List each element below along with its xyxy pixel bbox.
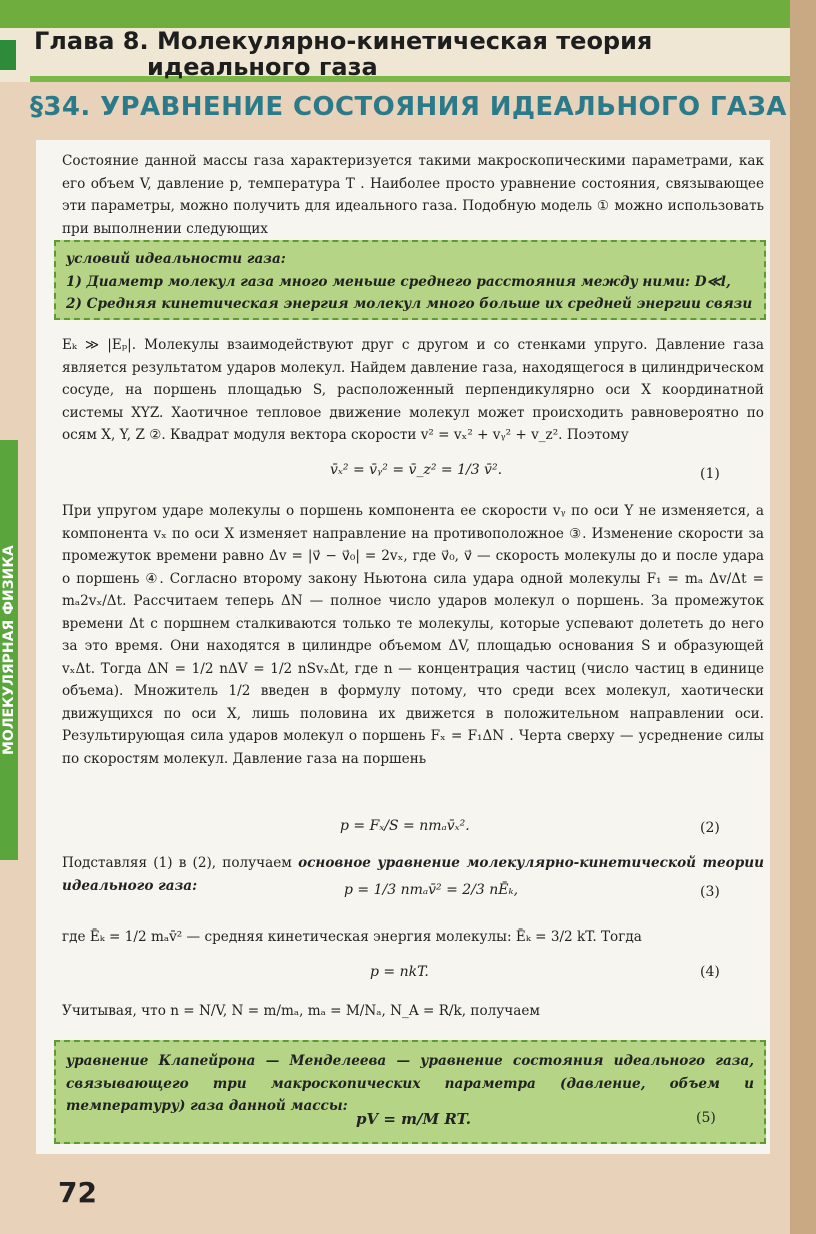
page-edge-shadow [790,0,816,1234]
pressure-derivation-paragraph [62,334,764,447]
substitution-paragraph [62,1000,764,1023]
collision-text: При упругом ударе молекулы о поршень компонента ее скорости vᵧ по оси Y не изменяется, а компонента vₓ по оси X изменяет направление на противоположное ③. Изменение скорости за промежуток времени равно Δv = |v⃗ − v⃗₀| = 2vₓ, где v⃗₀, v⃗ — скорость молекулы до и после удара о поршень ④. Согласно второму закону Ньютона сила удара одной молекулы F₁ = mₐ Δv/Δt = mₐ2vₓ/Δt. Рассчитаем теперь ΔN — полное число ударов молекул о поршень. За промежуток времени Δt с поршнем сталкиваются только те молекулы, которые успевают долететь до него за это время. Они находятся в цилиндре объемом ΔV, площадью основания S и образующей vₓΔt. Тогда ΔN = 1/2 nΔV = 1/2 nSvₓΔt, где n — концентрация частиц (число частиц в единице объема). Множитель 1/2 введен в формулу потому, что среди всех молекул, хаотически движущихся по оси X, лишь половина их движется в положительном направлении оси. Результирующая сила ударов молекул о поршень Fₓ = F₁ΔN . Черта сверху — усреднение силы по скоростям молекул. Давление газа на поршень [62,503,764,767]
section-title: §34. УРАВНЕНИЕ СОСТОЯНИЯ ИДЕАЛЬНОГО ГАЗА [30,92,787,122]
ideality-conditions-box [54,240,766,320]
ideality-condition-1: 1) Диаметр молекул газа много меньше среднего расстояния между ними: D≪l, [66,273,731,290]
clapeyron-mendeleev-box [54,1040,766,1144]
chapter-title-line2: идеального газа [147,53,378,81]
equation-4-number: (4) [700,964,720,980]
mkt-lead-text: Подставляя (1) в (2), получаем [62,855,292,871]
equation-2: p = Fₓ/S = nmₐv̄ₓ². [340,818,470,834]
ideality-conditions-title: условий идеальности газа: [66,251,286,267]
equation-1: v̄ₓ² = v̄ᵧ² = v̄_z² = 1/3 v̄². [330,462,503,478]
clapeyron-mendeleev-formula: pV = m/M RT. [356,1110,471,1128]
chapter-title [34,28,652,80]
mkt-term: основное уравнение молекулярно-кинетической теории идеального газа: [62,855,764,894]
ideality-condition-2: 2) Средняя кинетическая энергия молекул много больше их средней энергии связи [66,296,753,312]
equation-1-number: (1) [700,466,720,482]
kinetic-energy-paragraph [62,926,764,949]
intro-text: Состояние данной массы газа характеризуется такими макроскопическими параметрами, как его объем V, давление p, температура T . Наиболее просто уравнение состояния, связывающее эти параметры, можно получить для идеального газа. Подобную модель ① можно использовать при выполнении следующих [62,153,764,237]
chapter-title-line1: Глава 8. Молекулярно-кинетическая теория [34,27,653,55]
equation-2-number: (2) [700,820,720,836]
equation-3-number: (3) [700,884,720,900]
subject-sidebar: МОЛЕКУЛЯРНАЯ ФИЗИКА [0,440,18,860]
pressure-derivation-text: Eₖ ≫ |Eₚ|. Молекулы взаимодействуют друг с другом и со стенками упруго. Давление газа является результатом ударов молекул. Найдем давление газа, находящегося в цилиндрическом сосуде, на поршень площадью S, расположенный перпендикулярно оси X координатной системы XYZ. Хаотичное тепловое движение молекул может происходить равновероятно по осям X, Y, Z ②. Квадрат модуля вектора скорости v² = vₓ² + vᵧ² + v_z². Поэтому [62,337,764,443]
equation-3: p = 1/3 nmₐv̄² = 2/3 nĒₖ, [340,882,522,898]
intro-paragraph [62,150,764,240]
page-number: 72 [58,1176,97,1209]
collision-paragraph [62,500,764,770]
clapeyron-mendeleev-text: уравнение Клапейрона — Менделеева — уравнение состояния идеального газа, связывающего три макроскопических параметра (давление, объем и температуру) газа данной массы: [66,1053,754,1114]
substitution-text: Учитывая, что n = N/V, N = m/mₐ, mₐ = M/Nₐ, N_A = R/k, получаем [62,1003,540,1019]
kinetic-energy-text: где Ēₖ = 1/2 mₐv̄² — средняя кинетическая энергия молекулы: Ēₖ = 3/2 kT. Тогда [62,929,642,945]
equation-4: p = nkT. [370,964,429,980]
top-green-band [0,0,816,28]
equation-5-number: (5) [696,1110,716,1126]
chapter-marker [0,40,16,70]
